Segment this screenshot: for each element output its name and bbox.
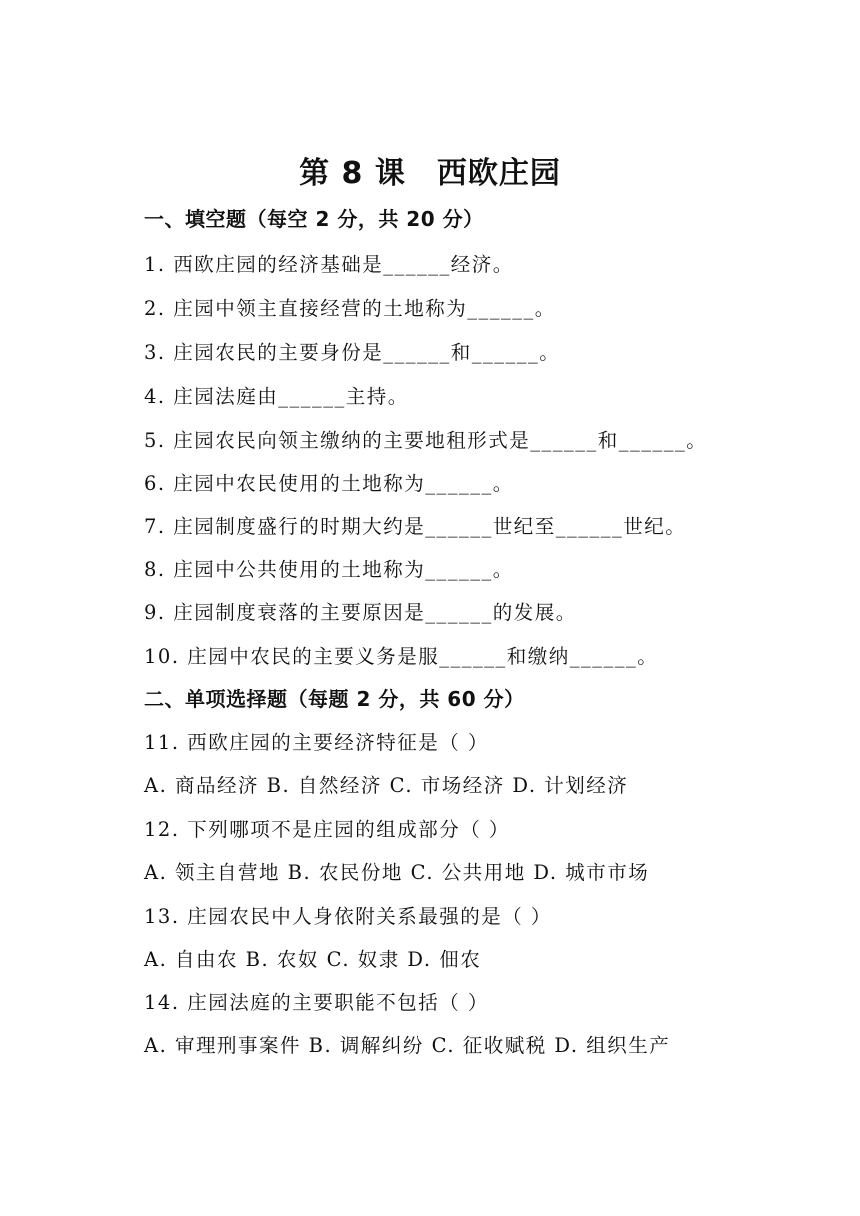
question-4: 4. 庄园法庭由______主持。 — [144, 385, 409, 408]
question-3: 3. 庄园农民的主要身份是______和______。 — [144, 341, 561, 364]
question-10: 10. 庄园中农民的主要义务是服______和缴纳______。 — [144, 645, 659, 668]
question-11: 11. 西欧庄园的主要经济特征是（ ） — [144, 731, 489, 754]
question-11-options: A. 商品经济 B. 自然经济 C. 市场经济 D. 计划经济 — [144, 774, 629, 797]
question-7: 7. 庄园制度盛行的时期大约是______世纪至______世纪。 — [144, 515, 687, 538]
question-12-options: A. 领主自营地 B. 农民份地 C. 公共用地 D. 城市市场 — [144, 861, 650, 884]
question-14: 14. 庄园法庭的主要职能不包括（ ） — [144, 991, 489, 1014]
question-12: 12. 下列哪项不是庄园的组成部分（ ） — [144, 818, 510, 841]
question-9: 9. 庄园制度衰落的主要原因是______的发展。 — [144, 601, 577, 624]
section-heading-multiple-choice: 二、单项选择题（每题 2 分，共 60 分） — [144, 687, 525, 711]
question-13-options: A. 自由农 B. 农奴 C. 奴隶 D. 佃农 — [144, 948, 482, 971]
section-heading-fill-in: 一、填空题（每空 2 分，共 20 分） — [144, 207, 484, 231]
question-5: 5. 庄园农民向领主缴纳的主要地租形式是______和______。 — [144, 429, 708, 452]
question-6: 6. 庄园中农民使用的土地称为______。 — [144, 472, 514, 495]
question-14-options: A. 审理刑事案件 B. 调解纠纷 C. 征收赋税 D. 组织生产 — [144, 1034, 671, 1057]
question-1: 1. 西欧庄园的经济基础是______经济。 — [144, 253, 514, 276]
question-13: 13. 庄园农民中人身依附关系最强的是（ ） — [144, 905, 552, 928]
question-2: 2. 庄园中领主直接经营的土地称为______。 — [144, 297, 556, 320]
page-title: 第 8 课 西欧庄园 — [299, 156, 561, 191]
question-8: 8. 庄园中公共使用的土地称为______。 — [144, 558, 514, 581]
